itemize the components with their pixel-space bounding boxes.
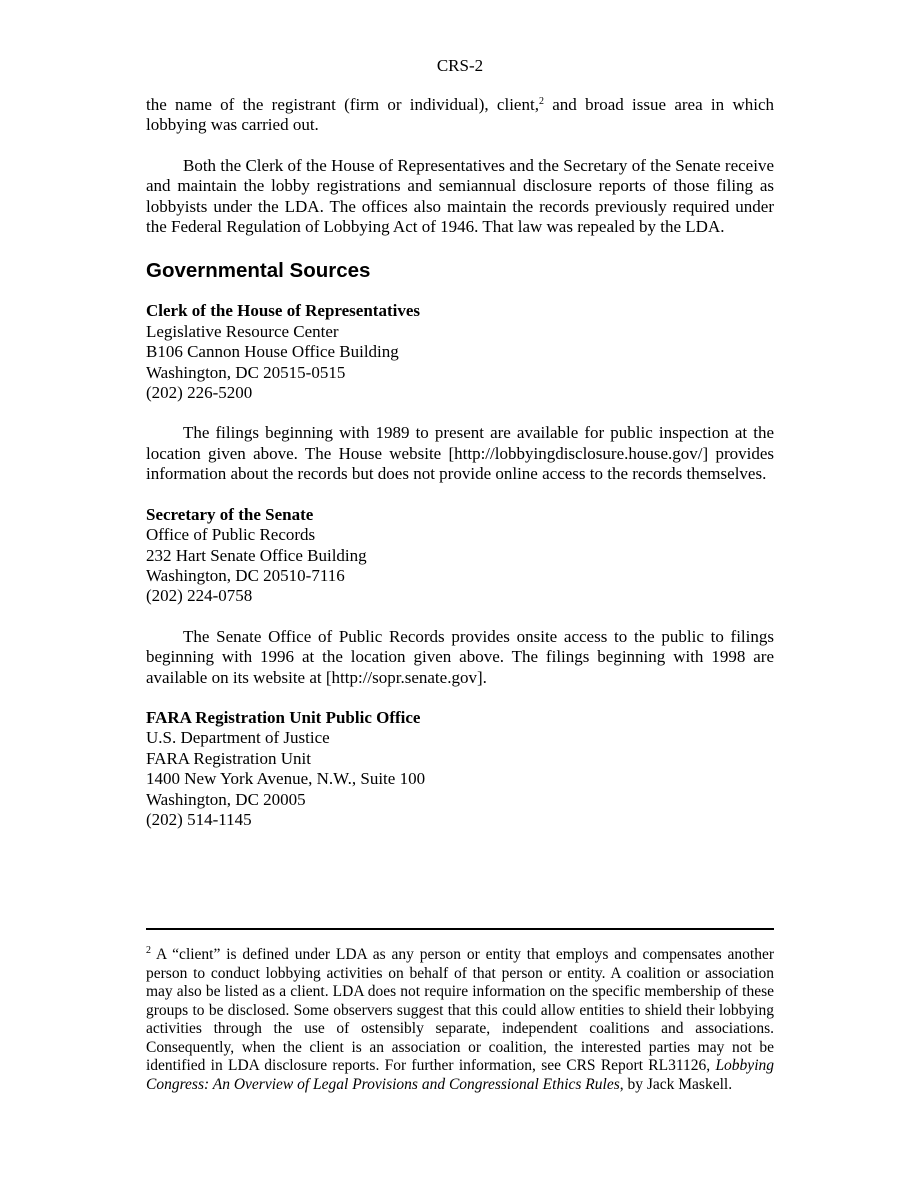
page-header: CRS-2 — [436, 56, 484, 75]
house-address-line: Washington, DC 20515-0515 — [146, 362, 346, 382]
intro-text-tail: and broad issue area in which lobbying was carried out. — [146, 95, 774, 135]
senate-phone: (202) 224-0758 — [146, 586, 253, 606]
fara-address-line: 1400 New York Avenue, N.W., Suite 100 — [146, 769, 426, 789]
house-address-line: B106 Cannon House Office Building — [146, 342, 399, 362]
intro-text: the name of the registrant (firm or individual), client, — [146, 95, 539, 114]
clerks-paragraph: Both the Clerk of the House of Representatives and the Secretary of the Senate receive and maintain the lobby registrations and semiannual disclosure reports of those filing as lobbyists under the LDA. The offices also maintain the records previously required under the Federal Regulation of Lobbying Act of 1946. That law was repealed by the LDA. — [146, 155, 774, 237]
fara-address-line: FARA Registration Unit — [146, 748, 311, 768]
fara-office-name: FARA Registration Unit Public Office — [146, 707, 421, 727]
footnote-marker: 2 — [146, 945, 151, 956]
footnote — [146, 946, 774, 1094]
document-body — [146, 95, 774, 830]
senate-address-block — [146, 505, 774, 607]
section-heading: Governmental Sources — [146, 259, 371, 283]
house-address-block — [146, 301, 774, 403]
fara-address-block — [146, 708, 774, 830]
footnote-ref[interactable]: 2 — [538, 96, 544, 107]
senate-office-name: Secretary of the Senate — [146, 504, 314, 524]
footnote-text: A “client” is defined under LDA as any person or entity that employs and compensates another person to conduct lobbying activities on behalf of that person or entity. A coalition or association may also be listed as a client. LDA does not require information on the specific membership of these groups to be disclosed. Some observers suggest that this could allow entities to shield their lobbying activities through the use of ostensibly separate, independent coalitions and associations. Consequently, when the client is an association or coalition, the interested parties may not be identified in LDA disclosure reports. For further information, see CRS Report RL31126, — [146, 946, 774, 1074]
footnote-tail: , by Jack Maskell. — [619, 1075, 733, 1093]
senate-paragraph: The Senate Office of Public Records provides onsite access to the public to filings beginning with 1996 at the location given above. The filings beginning with 1998 are available on its website at [http://sopr.senate.gov]. — [146, 626, 774, 687]
intro-paragraph — [146, 95, 774, 136]
house-paragraph: The filings beginning with 1989 to present are available for public inspection at the location given above. The House website [http://lobbyingdisclosure.house.gov/] provides information about the records but does not provide online access to the records themselves. — [146, 423, 774, 484]
senate-address-line: Office of Public Records — [146, 525, 316, 545]
house-office-name: Clerk of the House of Representatives — [146, 301, 421, 321]
footnote-divider — [146, 928, 774, 930]
fara-address-line: Washington, DC 20005 — [146, 789, 306, 809]
fara-address-line: U.S. Department of Justice — [146, 728, 330, 748]
senate-address-line: Washington, DC 20510-7116 — [146, 565, 345, 585]
senate-address-line: 232 Hart Senate Office Building — [146, 545, 367, 565]
house-address-line: Legislative Resource Center — [146, 321, 339, 341]
house-phone: (202) 226-5200 — [146, 383, 253, 403]
fara-phone: (202) 514-1145 — [146, 809, 252, 829]
footnote-report-title: Lobbying Congress: An Overview of Legal Provisions and Congressional Ethics Rules — [146, 1057, 774, 1093]
